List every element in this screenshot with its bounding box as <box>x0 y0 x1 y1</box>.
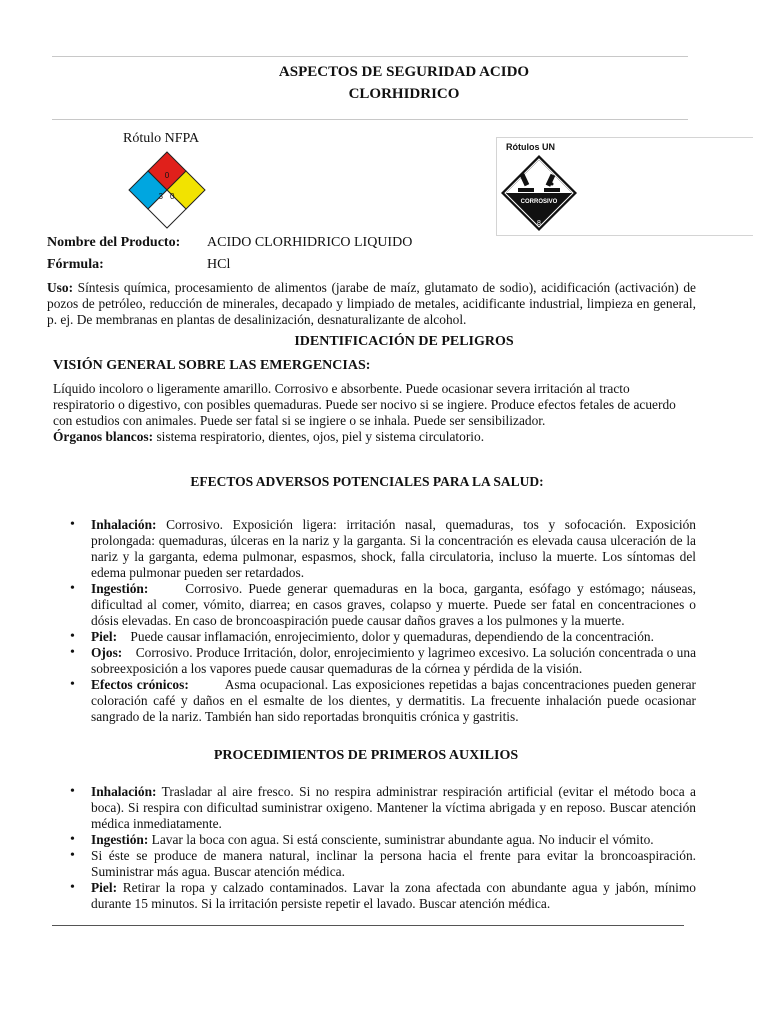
organos-label: Órganos blancos: <box>53 429 154 444</box>
formula-label: Fórmula: <box>47 257 104 272</box>
uso-label: Uso: <box>47 280 74 295</box>
un-label: Rótulos UN <box>506 142 555 152</box>
uso-paragraph <box>47 280 696 328</box>
auxilios-list <box>67 784 696 912</box>
product-name-value: ACIDO CLORHIDRICO LIQUIDO <box>207 235 413 250</box>
bottom-rule <box>52 925 684 926</box>
top-rule <box>52 56 688 57</box>
vision-text: Líquido incoloro o ligeramente amarillo. Corrosivo e absorbente. Puede ocasionar severa irritación al tracto respiratorio o digestivo, con posibles quemaduras. Puede ser nocivo si se ingiere. Produce efectos fetales de acuerdo con estudios con animales. Puede ser fatal si se ingiere o se inhala. Puede ser sensibilizador. <box>53 381 676 428</box>
list-item: • Inhalación: Trasladar al aire fresco. Si no respira administrar respiración artificial (evitar el método boca a boca). Si respira con dificultad suministrar oxigeno. Mantener la víctima abrigada y en reposo. Buscar atención médica inmediatamente. <box>67 784 696 832</box>
list-item: • Piel: Puede causar inflamación, enrojecimiento, dolor y quemaduras, dependiendo de la concentración. <box>67 629 696 645</box>
nfpa-diamond-icon <box>128 151 206 229</box>
list-item: • Ingestión: Lavar la boca con agua. Si está consciente, suministrar abundante agua. No inducir el vómito. <box>67 832 696 848</box>
product-name-label: Nombre del Producto: <box>47 235 181 250</box>
list-item: • Piel: Retirar la ropa y calzado contaminados. Lavar la zona afectada con abundante agua y jabón, mínimo durante 15 minutos. Si la irritación persiste repetir el lavado. Buscar atención médica. <box>67 880 696 912</box>
vision-paragraph <box>53 381 689 445</box>
corrosive-sign-text: CORROSIVO <box>520 199 558 205</box>
list-item: • Ojos: Corrosivo. Produce Irritación, dolor, enrojecimiento y lagrimeo excesivo. La solución concentrada o una sobreexposición a los vapores puede causar quemaduras de la córnea y pérdida de la visión. <box>67 645 696 677</box>
nfpa-label: Rótulo NFPA <box>123 131 200 146</box>
page-title-line2: CLORHIDRICO <box>348 86 460 102</box>
section-efectos: EFECTOS ADVERSOS POTENCIALES PARA LA SALUD: <box>190 474 544 489</box>
nfpa-yellow-value: 0 <box>170 192 175 201</box>
efectos-list <box>67 517 696 725</box>
formula-value: HCl <box>207 257 231 272</box>
uso-text: Síntesis química, procesamiento de alimentos (jarabe de maíz, glutamato de sodio), acidificación (activación) de pozos de petróleo, reducción de minerales, decapado y limpiado de metales, acidificante industrial, limpieza en general, p. ej. De membranas en plantas de desalinización, desnaturalizante de alcohol. <box>47 280 696 327</box>
corrosive-placard-icon <box>500 154 578 232</box>
nfpa-blue-value: 3 <box>158 192 163 201</box>
section-auxilios: PROCEDIMIENTOS DE PRIMEROS AUXILIOS <box>213 748 519 763</box>
title-rule <box>52 119 688 120</box>
section-vision: VISIÓN GENERAL SOBRE LAS EMERGENCIAS: <box>53 358 371 373</box>
page-title-line1: ASPECTOS DE SEGURIDAD ACIDO <box>278 64 530 80</box>
nfpa-red-value: 0 <box>164 171 170 180</box>
list-item: • Inhalación: Corrosivo. Exposición ligera: irritación nasal, quemaduras, tos y sofocación. Exposición prolongada: quemaduras, úlceras en la nariz y la garganta. Si la concentración es elevada causa ulceración de la nariz y la garganta, edema pulmonar, espasmos, shock, falla circulatoria, incluso la muerte. Los síntomas del edema pulmonar pueden ser retardados. <box>67 517 696 581</box>
organos-text: sistema respiratorio, dientes, ojos, piel y sistema circulatorio. <box>156 429 485 444</box>
corrosive-class-number: 8 <box>537 220 541 227</box>
list-item: • Ingestión: Corrosivo. Puede generar quemaduras en la boca, garganta, esófago y estómago; náuseas, dificultad al comer, vómito, diarrea; en casos graves, colapso y muerte. Puede ser fatal en concentraciones o dósis elevadas. En caso de broncoaspiración puede causar daños graves a los pulmones y la muerte. <box>67 581 696 629</box>
section-peligros: IDENTIFICACIÓN DE PELIGROS <box>294 334 514 349</box>
list-item: • Si éste se produce de manera natural, inclinar la persona hacia el frente para evitar la broncoaspiración. Suministrar más agua. Buscar atención médica. <box>67 848 696 880</box>
list-item: • Efectos crónicos: Asma ocupacional. Las exposiciones repetidas a bajas concentraciones pueden generar coloración café y daños en el esmalte de los dientes, y dermatitis. La frecuente inhalación puede ocasionar sangrado de la nariz. También han sido reportadas bronquitis crónica y gastritis. <box>67 677 696 725</box>
